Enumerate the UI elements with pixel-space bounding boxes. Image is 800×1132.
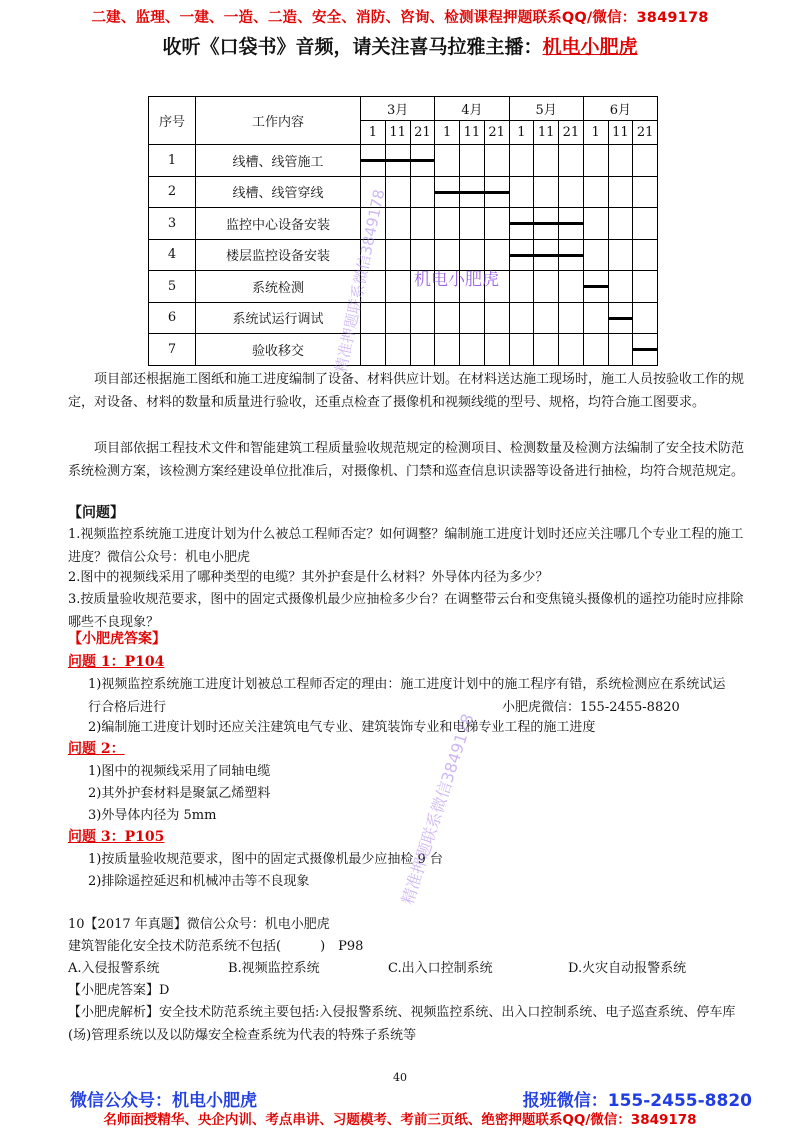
gantt-row [149, 271, 658, 303]
time-slot [534, 271, 559, 303]
time-slot [484, 176, 509, 208]
question-10-analysis: 【小肥虎解析】安全技术防范系统主要包括:入侵报警系统、视频监控系统、出入口控制系统、电子巡查系统、停车库(场)管理系统以及以防爆安全检查系统为代表的特殊子系统等 [68, 1005, 736, 1043]
answer-3-heading: 问题 3：P105 [68, 829, 165, 845]
row-number: 3 [149, 208, 196, 240]
time-slot [385, 239, 410, 271]
time-slot [509, 239, 534, 271]
time-slot [559, 145, 584, 177]
row-task: 线槽、线管穿线 [196, 176, 361, 208]
schedule-bar [509, 222, 535, 225]
time-slot [509, 145, 534, 177]
time-slot [484, 145, 509, 177]
time-slot [460, 145, 485, 177]
schedule-bar [558, 222, 584, 225]
time-slot [608, 208, 633, 240]
day-header-cell: 11 [385, 121, 410, 145]
row-task: 系统试运行调试 [196, 302, 361, 334]
answer-1-item-2: 2)编制施工进度计划时还应关注建筑电气专业、建筑装饰专业和电梯专业工程的施工进度 [88, 720, 596, 735]
time-slot [435, 334, 460, 366]
month-header: 3月 [361, 97, 435, 121]
time-slot [608, 145, 633, 177]
schedule-gantt-table [148, 96, 658, 366]
time-slot [608, 334, 633, 366]
answer-2-item-3: 3)外导体内径为 5mm [88, 808, 217, 823]
time-slot [559, 271, 584, 303]
time-slot [608, 271, 633, 303]
time-slot [583, 176, 608, 208]
time-slot [385, 302, 410, 334]
time-slot [385, 145, 410, 177]
time-slot [583, 208, 608, 240]
time-slot [509, 208, 534, 240]
time-slot [583, 302, 608, 334]
gantt-row [149, 208, 658, 240]
schedule-bar [608, 317, 634, 320]
day-header-cell: 1 [361, 121, 386, 145]
time-slot [583, 271, 608, 303]
time-slot [608, 239, 633, 271]
time-slot [361, 334, 386, 366]
time-slot [410, 334, 435, 366]
option-b: B.视频监控系统 [228, 961, 320, 976]
time-slot [583, 239, 608, 271]
time-slot [633, 334, 658, 366]
schedule-bar [360, 159, 386, 162]
paragraph-supply-plan: 项目部还根据施工图纸和施工进度编制了设备、材料供应计划。在材料送达施工现场时，施工人员按验收工作的规定，对设备、材料的数量和质量进行验收，还重点检查了摄像机和视频线缆的型号、规格，均符合施工图要求。 [68, 372, 745, 410]
time-slot [410, 145, 435, 177]
row-task: 监控中心设备安装 [196, 208, 361, 240]
time-slot [559, 302, 584, 334]
footer-contact-line: 名师面授精华、央企内训、考点串讲、习题模考、考前三页纸、绝密押题联系QQ/微信：3849178 [103, 1112, 697, 1128]
header-audio-prefix: 收听《口袋书》音频，请关注喜马拉雅主播： [162, 36, 543, 58]
time-slot [534, 176, 559, 208]
row-task: 系统检测 [196, 271, 361, 303]
gantt-row [149, 239, 658, 271]
time-slot [435, 208, 460, 240]
time-slot [361, 145, 386, 177]
schedule-bar [410, 159, 436, 162]
row-task: 楼层监控设备安装 [196, 239, 361, 271]
header-contact-line: 二建、监理、一建、一造、二造、安全、消防、咨询、检测课程押题联系QQ/微信：3849178 [91, 10, 709, 26]
time-slot [435, 176, 460, 208]
time-slot [509, 302, 534, 334]
answer-1-heading: 问题 1：P104 [68, 654, 165, 670]
answer-1-item-1: 1)视频监控系统施工进度计划被总工程师否定的理由：施工进度计划中的施工程序有错，系统检测应在系统试运行合格后进行 [88, 677, 726, 715]
option-d: D.火灾自动报警系统 [568, 961, 687, 976]
time-slot [633, 239, 658, 271]
paragraph-test-plan: 项目部依据工程技术文件和智能建筑工程质量验收规范规定的检测项目、检测数量及检测方法编制了安全技术防范系统检测方案，该检测方案经建设单位批准后，对摄像机、门禁和巡查信息识读器等设备进行抽检，均符合规范规定。 [68, 441, 745, 479]
time-slot [410, 302, 435, 334]
schedule-bar [632, 348, 658, 351]
time-slot [583, 145, 608, 177]
day-header-cell: 1 [583, 121, 608, 145]
schedule-bar [533, 222, 559, 225]
month-header: 6月 [583, 97, 657, 121]
time-slot [460, 334, 485, 366]
answer-2-heading: 问题 2： [68, 741, 125, 757]
question-10-title: 10【2017 年真题】微信公众号：机电小肥虎 [68, 917, 330, 932]
col-header-no: 序号 [149, 97, 196, 145]
answer-2-item-2: 2)其外护套材料是聚氯乙烯塑料 [88, 786, 271, 801]
month-header: 4月 [435, 97, 509, 121]
time-slot [534, 334, 559, 366]
time-slot [460, 176, 485, 208]
time-slot [435, 145, 460, 177]
time-slot [608, 176, 633, 208]
schedule-bar [533, 254, 559, 257]
time-slot [385, 334, 410, 366]
question-2: 2.图中的视频线采用了哪种类型的电缆？其外护套是什么材料？外导体内径为多少？ [68, 570, 549, 585]
day-header-cell: 11 [608, 121, 633, 145]
gantt-row [149, 145, 658, 177]
footer-enroll-wechat: 报班微信：155-2455-8820 [522, 1091, 752, 1111]
schedule-bar [484, 191, 510, 194]
gantt-row [149, 334, 658, 366]
day-header-cell: 21 [484, 121, 509, 145]
schedule-bar [583, 285, 609, 288]
time-slot [633, 145, 658, 177]
time-slot [633, 271, 658, 303]
answer-3-item-2: 2)排除遥控延迟和机械冲击等不良现象 [88, 874, 310, 889]
row-task: 验收移交 [196, 334, 361, 366]
schedule-bar [558, 254, 584, 257]
time-slot [460, 302, 485, 334]
time-slot [509, 271, 534, 303]
question-10-answer: 【小肥虎答案】D [68, 983, 170, 998]
questions-heading: 【问题】 [68, 505, 124, 521]
time-slot [559, 334, 584, 366]
schedule-bar [434, 191, 460, 194]
row-number: 7 [149, 334, 196, 366]
time-slot [509, 334, 534, 366]
page-number: 40 [393, 1071, 407, 1084]
day-header-cell: 11 [460, 121, 485, 145]
footer-wechat-account: 微信公众号：机电小肥虎 [70, 1091, 257, 1111]
row-number: 4 [149, 239, 196, 271]
question-3: 3.按质量验收规范要求，图中的固定式摄像机最少应抽检多少台？在调整带云台和变焦镜头摄像机的遥控功能时应排除哪些不良现象？ [68, 592, 744, 630]
gantt-row [149, 302, 658, 334]
time-slot [509, 176, 534, 208]
option-a: A.入侵报警系统 [68, 961, 160, 976]
question-10-stem: 建筑智能化安全技术防范系统不包括( ) P98 [68, 939, 364, 954]
gantt-row [149, 176, 658, 208]
watermark-diagonal-lower: 精准押题联系微信3849178 [397, 711, 478, 907]
time-slot [633, 302, 658, 334]
time-slot [633, 208, 658, 240]
time-slot [410, 208, 435, 240]
day-header-cell: 1 [509, 121, 534, 145]
time-slot [608, 302, 633, 334]
answer-2-item-1: 1)图中的视频线采用了同轴电缆 [88, 764, 271, 779]
time-slot [534, 208, 559, 240]
day-header-cell: 21 [633, 121, 658, 145]
row-number: 2 [149, 176, 196, 208]
watermark-diagonal: 精准押题联系微信3849178 [331, 187, 389, 375]
schedule-bar [509, 254, 535, 257]
time-slot [559, 208, 584, 240]
time-slot [435, 302, 460, 334]
row-number: 1 [149, 145, 196, 177]
time-slot [534, 239, 559, 271]
answer-heading: 【小肥虎答案】 [68, 631, 166, 647]
time-slot [559, 239, 584, 271]
row-number: 5 [149, 271, 196, 303]
question-1: 1.视频监控系统施工进度计划为什么被总工程师否定？如何调整？编制施工进度计划时还应关注哪几个专业工程的施工进度？微信公众号：机电小肥虎 [68, 527, 744, 565]
wechat-note: 小肥虎微信：155-2455-8820 [502, 700, 680, 715]
day-header-cell: 1 [435, 121, 460, 145]
time-slot [484, 302, 509, 334]
time-slot [484, 334, 509, 366]
day-header-cell: 11 [534, 121, 559, 145]
time-slot [484, 208, 509, 240]
option-c: C.出入口控制系统 [388, 961, 493, 976]
row-task: 线槽、线管施工 [196, 145, 361, 177]
day-header-cell: 21 [559, 121, 584, 145]
answer-3-item-1: 1)按质量验收规范要求，图中的固定式摄像机最少应抽检 9 台 [88, 852, 443, 867]
time-slot [583, 334, 608, 366]
host-name-link[interactable]: 机电小肥虎 [542, 36, 638, 58]
time-slot [534, 302, 559, 334]
header-audio-line [0, 32, 800, 59]
row-number: 6 [149, 302, 196, 334]
time-slot [385, 271, 410, 303]
day-header-cell: 21 [410, 121, 435, 145]
month-header: 5月 [509, 97, 583, 121]
time-slot [559, 176, 584, 208]
time-slot [534, 145, 559, 177]
time-slot [410, 176, 435, 208]
time-slot [633, 176, 658, 208]
col-header-task: 工作内容 [196, 97, 361, 145]
time-slot [460, 208, 485, 240]
schedule-bar [459, 191, 485, 194]
watermark-brand: 机电小肥虎 [414, 270, 499, 290]
schedule-bar [385, 159, 411, 162]
time-slot [385, 208, 410, 240]
